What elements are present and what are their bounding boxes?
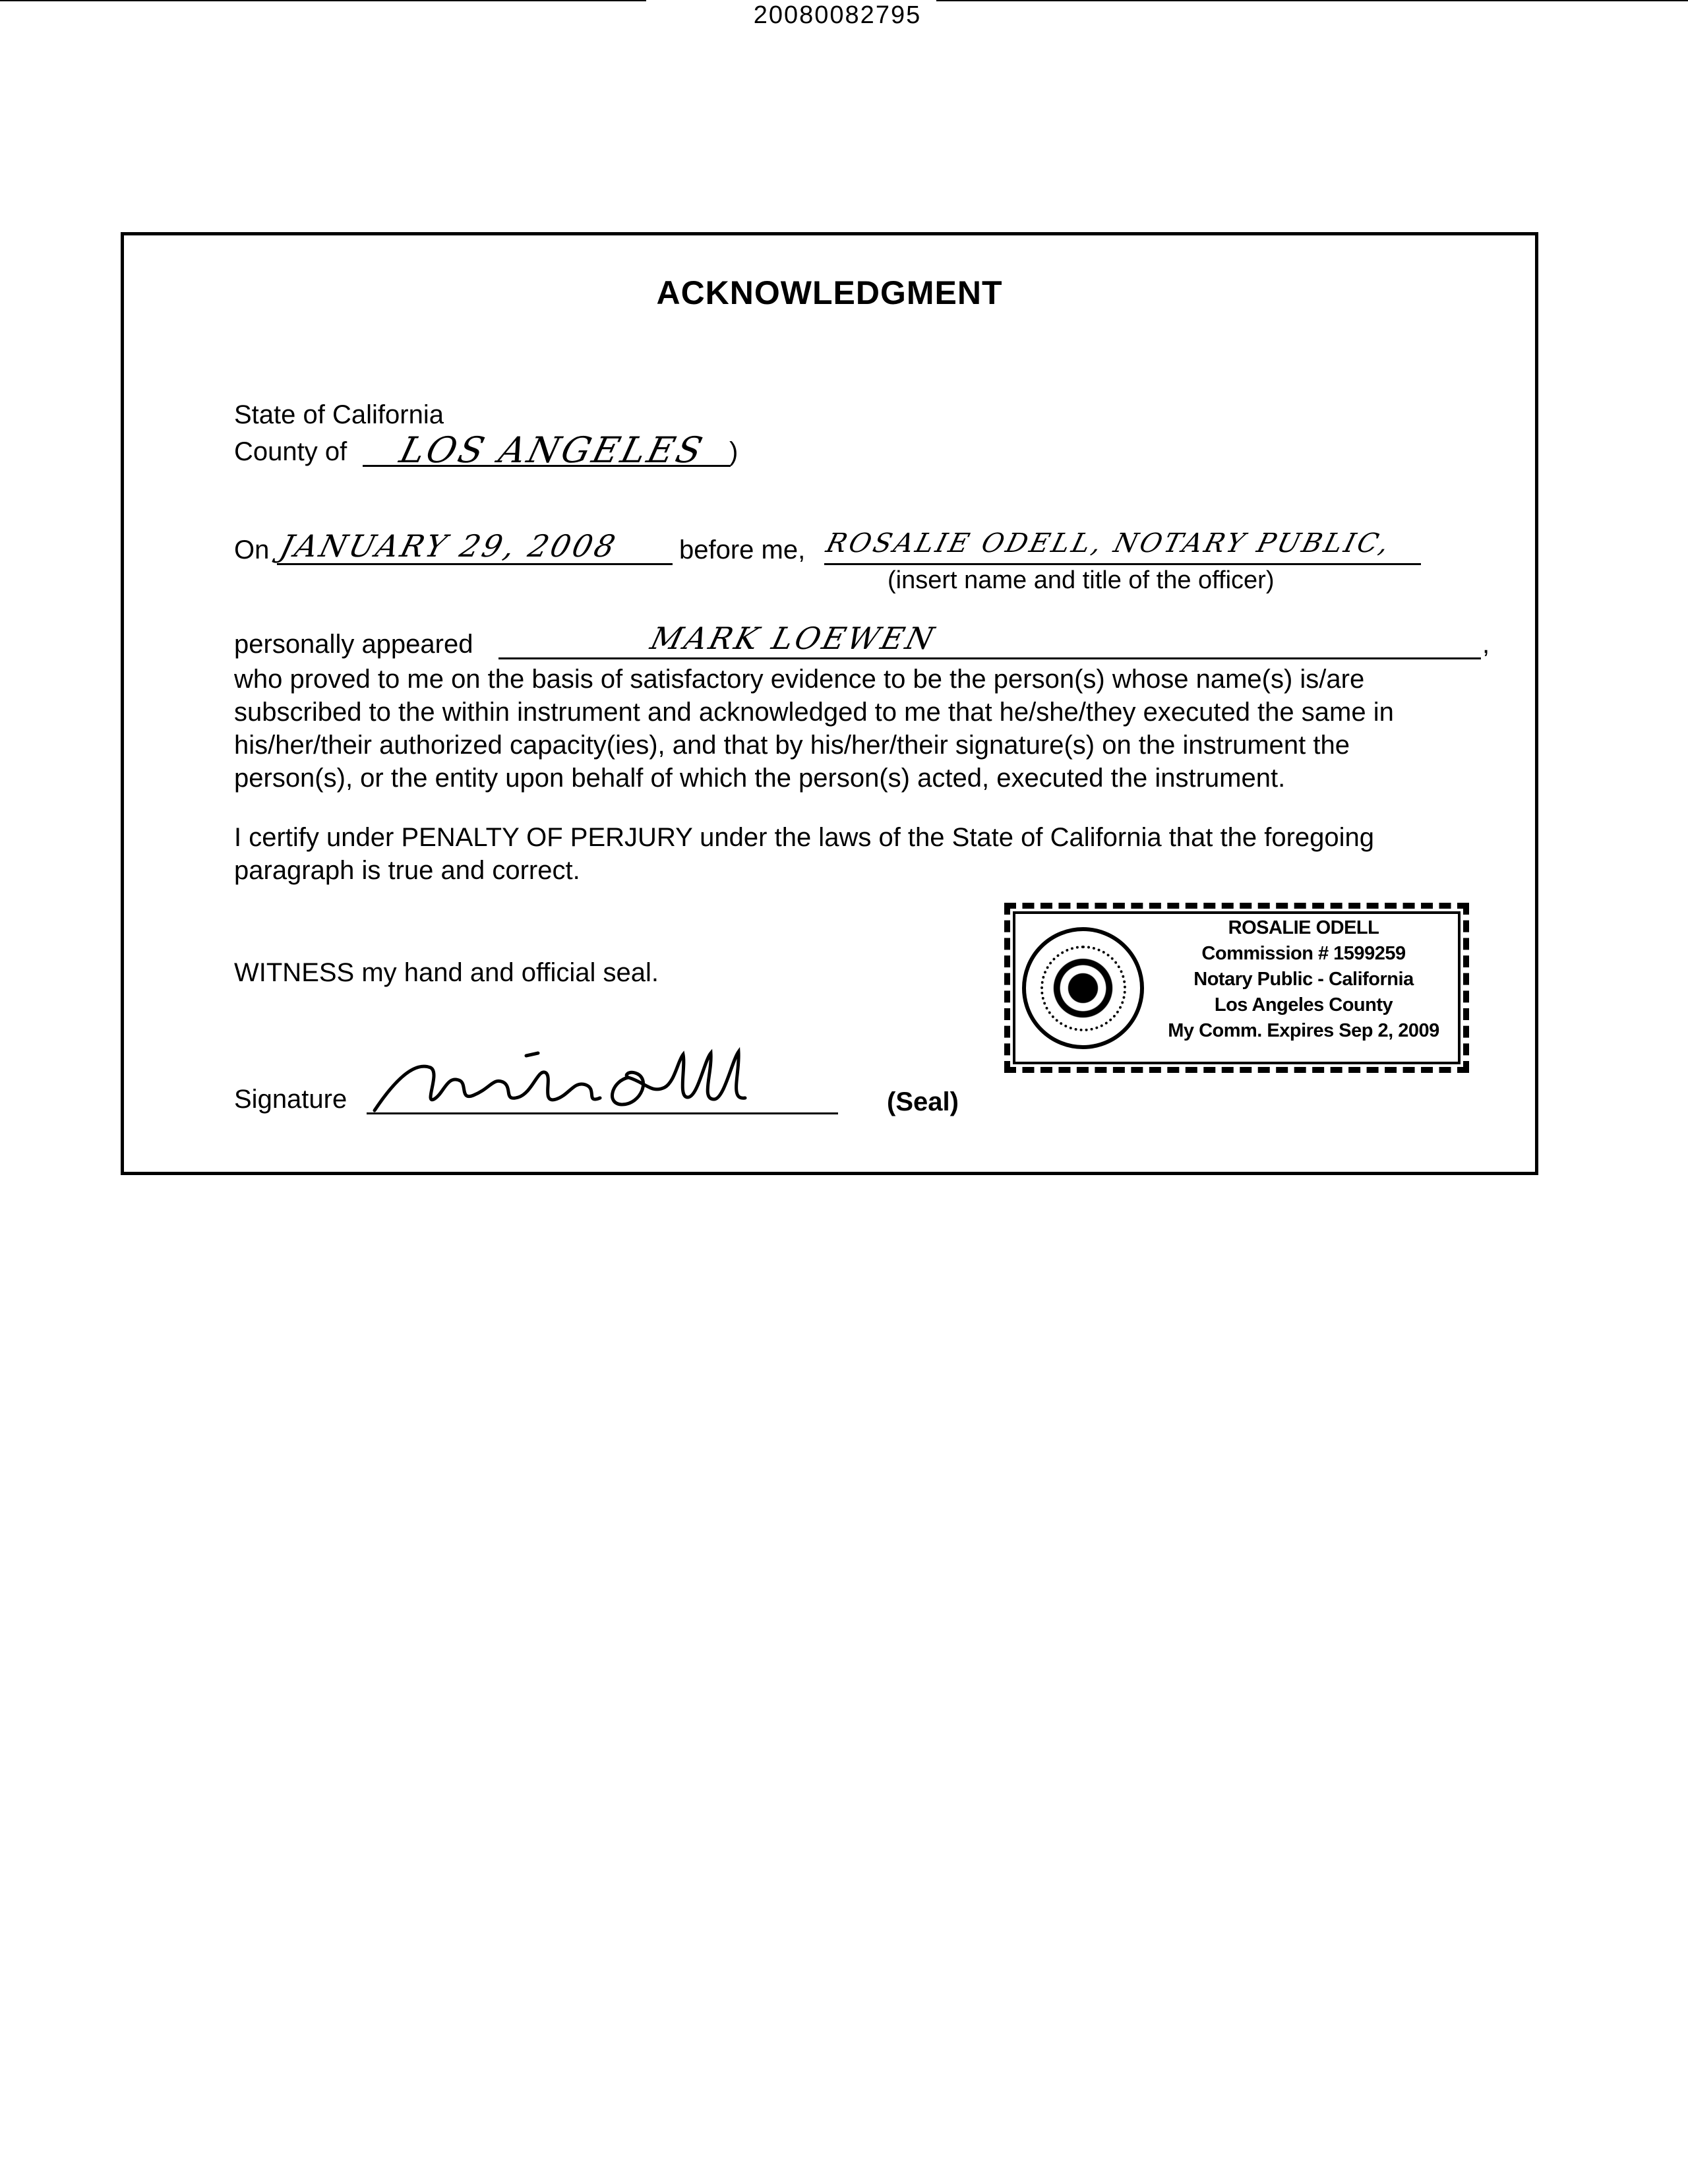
stamp-line: My Comm. Expires Sep 2, 2009	[1168, 1020, 1439, 1041]
before-me-label: before me,	[679, 535, 806, 564]
body-line: subscribed to the within instrument and acknowledged to me that he/she/they executed the same in	[234, 698, 1394, 727]
body-line: his/her/their authorized capacity(ies), and that by his/her/their signature(s) on the instrument the	[234, 731, 1350, 760]
stamp-line: Los Angeles County	[1214, 994, 1393, 1016]
acknowledgment-form	[121, 232, 1538, 1175]
seal-label: (Seal)	[887, 1087, 959, 1116]
signature-image	[368, 1041, 790, 1120]
state-line: State of California	[234, 400, 444, 429]
officer-value[interactable]: ROSALIE ODELL, NOTARY PUBLIC,	[823, 528, 1395, 559]
officer-underline	[824, 563, 1421, 565]
body-paragraph	[234, 663, 1394, 795]
certify-line: I certify under PENALTY OF PERJURY under the laws of the State of California that the foregoing	[234, 823, 1375, 852]
signature-label: Signature	[234, 1085, 347, 1114]
appeared-value[interactable]: MARK LOEWEN	[647, 621, 940, 656]
appeared-underline	[498, 657, 1481, 659]
date-value[interactable]: JANUARY 29, 2008	[276, 528, 622, 564]
county-label: County of	[234, 437, 347, 466]
witness-line: WITNESS my hand and official seal.	[234, 958, 659, 987]
stamp-line: ROSALIE ODELL	[1228, 917, 1379, 938]
officer-hint: (insert name and title of the officer)	[888, 566, 1275, 594]
body-line: who proved to me on the basis of satisfactory evidence to be the person(s) whose name(s) is/are	[234, 665, 1365, 694]
document-number: 20080082795	[753, 1, 922, 29]
county-value[interactable]: LOS ANGELES	[396, 429, 709, 471]
stamp-line: Commission # 1599259	[1201, 943, 1406, 964]
on-label: On	[234, 535, 270, 564]
body-line: person(s), or the entity upon behalf of which the person(s) acted, executed the instrument.	[234, 764, 1286, 793]
county-bracket: )	[729, 437, 738, 466]
appeared-label: personally appeared	[234, 630, 473, 659]
stamp-line: Notary Public - California	[1193, 969, 1414, 990]
appeared-comma: ,	[1482, 630, 1490, 659]
form-title: ACKNOWLEDGMENT	[656, 274, 1003, 311]
seal-ring	[1040, 946, 1126, 1031]
certify-line: paragraph is true and correct.	[234, 856, 580, 885]
certify-paragraph	[234, 821, 1374, 887]
stamp-text	[1149, 915, 1459, 1044]
notary-stamp	[1004, 903, 1469, 1073]
state-seal-icon	[1022, 927, 1144, 1049]
